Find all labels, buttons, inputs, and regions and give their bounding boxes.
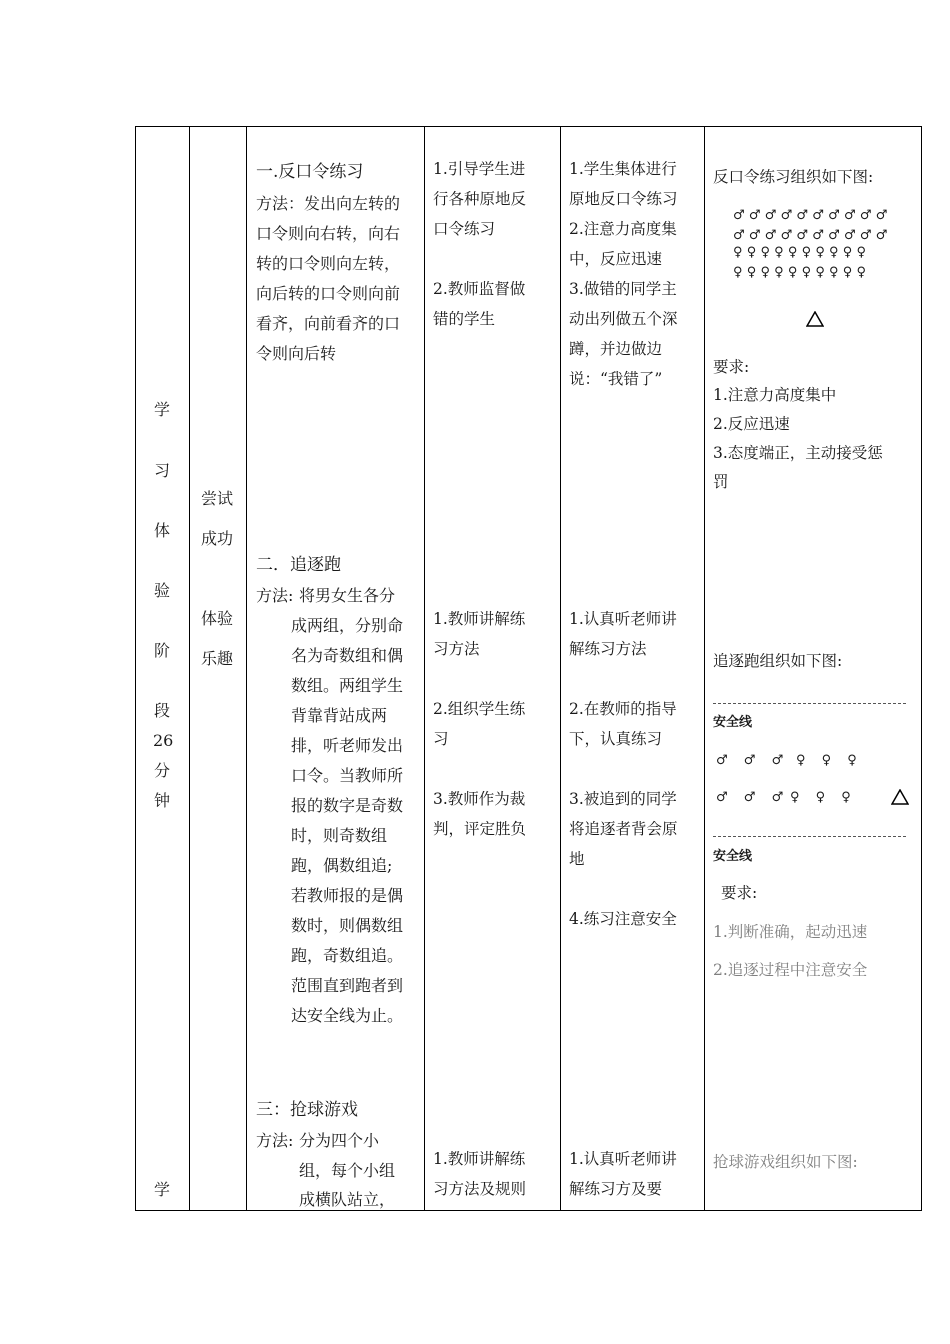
student-line: 蹲，并边做边: [569, 340, 663, 358]
teacher-line: 口令练习: [433, 220, 496, 238]
subphase-text: 乐趣: [201, 649, 234, 668]
student-line: 3.被追到的同学: [569, 790, 677, 808]
next-phase-char: 学: [154, 1180, 171, 1199]
content-line: 时，则奇数组: [291, 826, 388, 845]
content-line: 组，每个小组: [299, 1161, 396, 1180]
section-title: 三：抢球游戏: [256, 1100, 358, 1120]
phase-char: 分: [154, 761, 171, 780]
phase-char: 阶: [154, 641, 171, 660]
method-label: 方法:: [256, 586, 294, 605]
content-line: 口令。当教师所: [291, 766, 404, 785]
student-line: 下，认真练习: [569, 730, 663, 748]
content-line: 数组。两组学生: [291, 676, 404, 695]
content-line: 分为四个小: [299, 1131, 380, 1150]
student-line: 2.在教师的指导: [569, 700, 677, 718]
method-label: 方法:: [256, 1131, 294, 1150]
safety-line-label: 安全线: [713, 715, 753, 730]
phase-char: 习: [154, 461, 171, 480]
subphase-text: 尝试: [201, 489, 234, 508]
content-line: 令则向后转: [256, 344, 337, 363]
subphase-text: 成功: [201, 529, 234, 548]
phase-char: 段: [154, 701, 171, 720]
requirements-label: 要求:: [713, 358, 750, 376]
content-line: 数时，则偶数组: [291, 916, 404, 935]
content-line: 看齐，向前看齐的口: [256, 314, 401, 333]
female-row-symbols: ♀♀♀♀♀♀♀♀♀♀: [733, 245, 871, 260]
safety-line: [713, 703, 906, 704]
subphase-text: 体验: [201, 609, 234, 628]
requirement-item: 1.判断准确，起动迅速: [713, 923, 868, 941]
phase-char: 学: [154, 400, 171, 419]
content-line: 若教师报的是偶: [291, 886, 404, 905]
content-line: 名为奇数组和偶: [291, 646, 404, 665]
teacher-line: 判，评定胜负: [433, 820, 527, 838]
student-line: 3.做错的同学主: [569, 280, 677, 298]
requirements-label: 要求:: [721, 884, 758, 902]
column-divider: [189, 127, 190, 1210]
content-line: 方法：发出向左转的: [256, 194, 401, 213]
teacher-line: 2.教师监督做: [433, 280, 526, 298]
student-line: 2.注意力高度集: [569, 220, 677, 238]
male-group-symbols: ♂ ♂ ♂: [716, 753, 790, 768]
student-line: 原地反口令练习: [569, 190, 678, 208]
content-line: 达安全线为止。: [291, 1006, 404, 1025]
student-line: 解练习方及要: [569, 1180, 663, 1198]
content-line: 跑，偶数组追;: [291, 856, 393, 875]
org-caption: 反口令练习组织如下图:: [713, 168, 874, 186]
section-title: 一.反口令练习: [256, 162, 364, 182]
requirement-item: 2.追逐过程中注意安全: [713, 961, 868, 979]
female-group-symbols: ♀ ♀ ♀: [790, 790, 857, 805]
column-divider: [246, 127, 247, 1210]
teacher-line: 2.组织学生练: [433, 700, 526, 718]
teacher-line: 行各种原地反: [433, 190, 527, 208]
requirement-item: 2.反应迅速: [713, 415, 790, 433]
student-line: 中，反应迅速: [569, 250, 663, 268]
content-line: 报的数字是奇数: [291, 796, 404, 815]
male-row-symbols: ♂♂♂♂♂♂♂♂♂♂: [733, 228, 892, 243]
safety-line: [713, 836, 906, 837]
section-title: 二．追逐跑: [256, 555, 341, 575]
requirement-item: 罚: [713, 473, 729, 491]
teacher-line: 习方法及规则: [433, 1180, 527, 1198]
female-row-symbols: ♀♀♀♀♀♀♀♀♀♀: [733, 265, 871, 280]
teacher-line: 习: [433, 730, 449, 748]
student-line: 说：“我错了”: [569, 370, 663, 388]
requirement-item: 1.注意力高度集中: [713, 386, 837, 404]
student-line: 4.练习注意安全: [569, 910, 677, 928]
content-line: 向后转的口令则向前: [256, 284, 401, 303]
student-line: 地: [569, 850, 585, 868]
female-group-symbols: ♀ ♀ ♀: [796, 753, 863, 768]
content-line: 成两组，分别命: [291, 616, 404, 635]
org-caption: 追逐跑组织如下图:: [713, 652, 843, 670]
teacher-line: 习方法: [433, 640, 480, 658]
content-line: 将男女生各分: [299, 586, 396, 605]
content-line: 跑，奇数组追。: [291, 946, 404, 965]
student-line: 解练习方法: [569, 640, 647, 658]
male-row-symbols: ♂♂♂♂♂♂♂♂♂♂: [733, 208, 892, 223]
column-divider: [560, 127, 561, 1210]
content-line: 成横队站立，: [299, 1190, 396, 1209]
phase-char: 钟: [154, 791, 171, 810]
teacher-line: 1.教师讲解练: [433, 1150, 526, 1168]
teacher-line: 1.教师讲解练: [433, 610, 526, 628]
phase-char: 体: [154, 521, 171, 540]
safety-line-label: 安全线: [713, 849, 753, 864]
student-line: 将追逐者背会原: [569, 820, 678, 838]
male-group-symbols: ♂ ♂ ♂: [716, 790, 790, 805]
content-line: 转的口令则向左转，: [256, 254, 401, 273]
requirement-item: 3.态度端正，主动接受惩: [713, 444, 883, 462]
content-line: 背靠背站成两: [291, 706, 388, 725]
column-divider: [704, 127, 705, 1210]
teacher-line: 错的学生: [433, 310, 496, 328]
phase-char: 验: [154, 581, 171, 600]
content-line: 排，听老师发出: [291, 736, 404, 755]
teacher-line: 3.教师作为裁: [433, 790, 526, 808]
student-line: 动出列做五个深: [569, 310, 678, 328]
org-caption: 抢球游戏组织如下图:: [713, 1153, 858, 1171]
content-line: 口令则向右转，向右: [256, 224, 401, 243]
content-line: 范围直到跑者到: [291, 976, 404, 995]
student-line: 1.认真听老师讲: [569, 1150, 677, 1168]
student-line: 1.学生集体进行: [569, 160, 677, 178]
teacher-line: 1.引导学生进: [433, 160, 526, 178]
column-divider: [424, 127, 425, 1210]
student-line: 1.认真听老师讲: [569, 610, 677, 628]
phase-minutes: 26: [153, 731, 174, 750]
